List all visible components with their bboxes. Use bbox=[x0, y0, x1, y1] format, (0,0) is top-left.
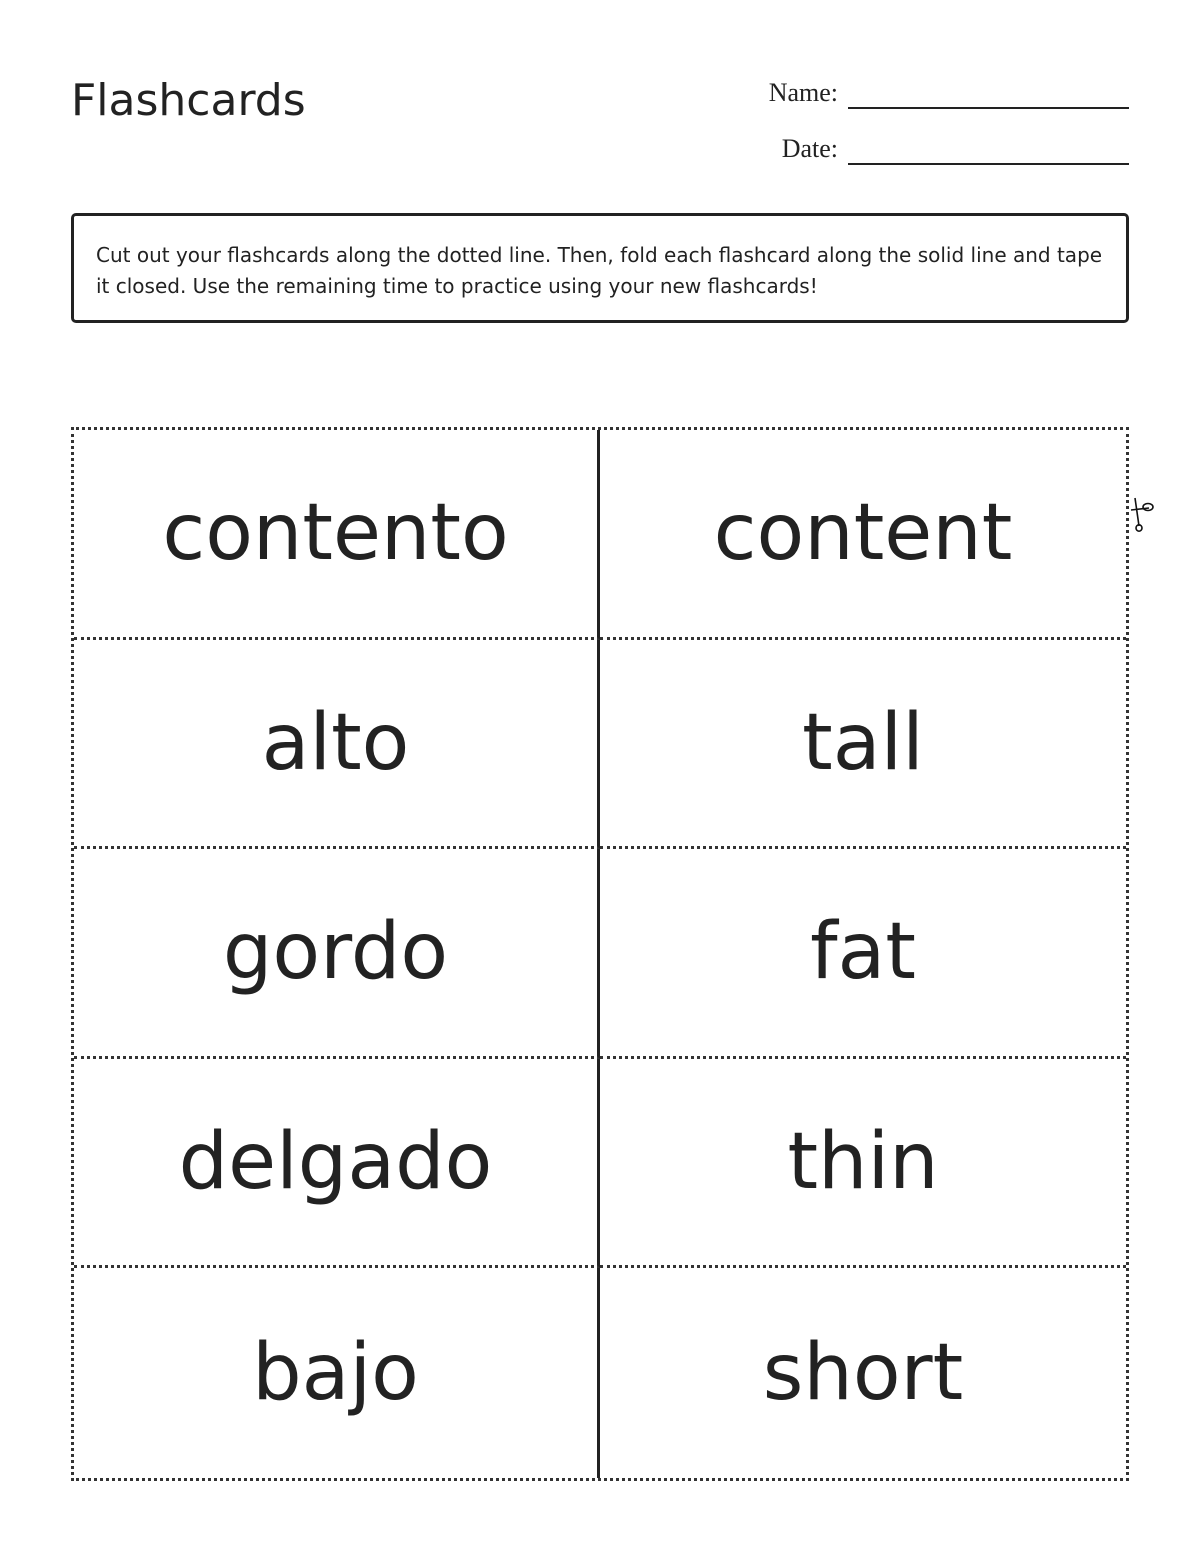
page-title: Flashcards bbox=[71, 75, 306, 126]
name-label: Name: bbox=[768, 78, 838, 107]
date-blank-line bbox=[848, 163, 1129, 165]
flashcard-front: gordo bbox=[74, 849, 600, 1059]
instructions-box: Cut out your flashcards along the dotted line. Then, fold each flashcard along the solid line and tape it closed. Use the remaining time to practice using your new flashcards! bbox=[71, 213, 1129, 323]
date-label: Date: bbox=[781, 134, 838, 163]
flashcard-front: alto bbox=[74, 640, 600, 850]
name-blank-line bbox=[848, 107, 1129, 109]
name-field bbox=[718, 76, 1129, 110]
flashcard-back: tall bbox=[600, 640, 1126, 850]
flashcard-back: short bbox=[762, 1328, 964, 1419]
flashcard-back: content bbox=[600, 430, 1126, 640]
flashcard-front: contento bbox=[74, 430, 600, 640]
flashcard-back: fat bbox=[600, 849, 1126, 1059]
flashcard-back: thin bbox=[600, 1059, 1126, 1269]
flashcard-grid bbox=[71, 427, 1129, 1481]
flashcard-front: bajo bbox=[74, 1268, 600, 1478]
flashcard-front: delgado bbox=[74, 1059, 600, 1269]
date-field bbox=[718, 132, 1129, 166]
scissors-icon bbox=[1127, 496, 1155, 532]
